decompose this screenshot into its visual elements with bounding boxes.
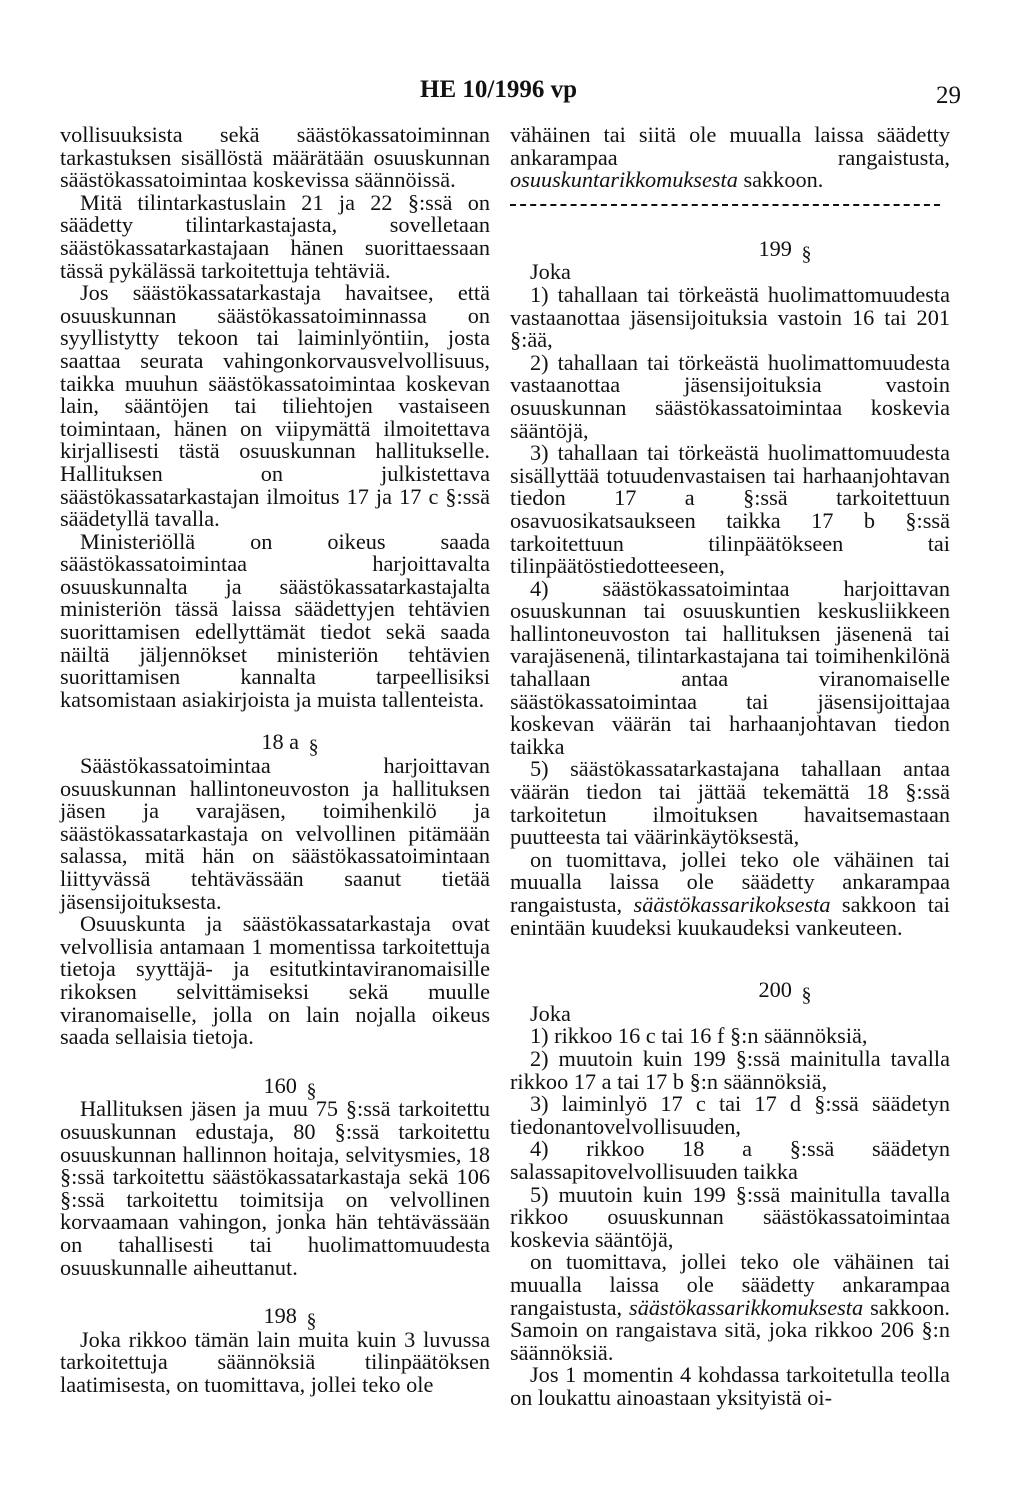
list-item: 2) tahallaan tai törkeästä huolimattomuudesta vastaanottaa jäsensijoituksia vastoin osuuskunnan säästökassatoimintaa koskevia sääntöjä,: [510, 349, 950, 443]
section-number: 199: [758, 235, 792, 261]
section-symbol: §: [306, 1079, 317, 1102]
paragraph: Osuuskunta ja säästökassatarkastaja ovat velvollisia antamaan 1 momentissa tarkoitettuja tietoja syyttäjä- ja esitutkintaviranomaisille rikoksen selvittämiseksi sekä muulle viranomaiselle, jolla on lain nojalla oikeus saada sellaisia tietoja.: [60, 911, 490, 1050]
right-column: [510, 124, 950, 1409]
paragraph: Jos säästökassatarkastaja havaitsee, että osuuskunnan säästökassatoiminnassa on syyllistytty tekoon tai laiminlyöntiin, josta saattaa seurata vahingonkorvausvelvollisuus, taikka muuhun säästökassatoimintaa koskevan lain, sääntöjen tai tiliehtojen vastaiseen toimintaan, hänen on viipymättä ilmoitettava kirjallisesti tästä osuuskunnan hallitukselle. Hallituksen on julkistettava säästökassatarkastajan ilmoitus 17 ja 17 c §:ssä säädetyllä tavalla.: [60, 280, 490, 532]
text-run: sakkoon. Samoin on rangaistava sitä, joka rikkoo 206 §:n säännöksiä.: [510, 1294, 950, 1365]
section-number: 160: [263, 1072, 297, 1098]
paragraph: Hallituksen jäsen ja muu 75 §:ssä tarkoitettu osuuskunnan edustaja, 80 §:ssä tarkoitettu osuuskunnan hallinnon hoitaja, selvitysmies, 18 §:ssä tarkoitettu säästökassatarkastaja sekä 106 §:ssä tarkoitettu toimitsija on velvollinen korvaamaan vahingon, jonka hän tehtävässään on tahallisesti tai huolimattomuudesta osuuskunnalle aiheuttanut.: [60, 1096, 490, 1280]
section-heading: [510, 977, 950, 1007]
paragraph: Joka rikkoo tämän lain muita kuin 3 luvussa tarkoitettuja säännöksiä tilinpäätöksen laatimisesta, on tuomittava, jollei teko ole: [60, 1326, 490, 1397]
text-run: sakkoon tai enintään kuudeksi kuukaudeksi vankeuteen.: [510, 892, 950, 940]
text-run: vähäinen tai siitä ole muualla laissa säädetty ankarampaa rangaistusta,: [510, 122, 950, 170]
list-item: 4) säästökassatoimintaa harjoittavan osuuskunnan tai osuuskuntien keskusliikkeen hallintoneuvoston tai hallituksen jäsenenä tai varajäsenenä, tilintarkastajana tai toimihenkilönä tahallaan antaa viranomaiselle säästökassatoimintaa tai jäsensijoittajaa koskevan väärän tai harhaanjohtavan tiedon taikka: [510, 575, 950, 759]
section-heading: [60, 1303, 490, 1333]
paragraph: Säästökassatoimintaa harjoittavan osuuskunnan hallintoneuvoston ja hallituksen jäsen ja varajäsen, toimihenkilö ja säästökassatarkastaja on velvollinen pitämään salassa, mitä hän on säästökassatoimintaan liittyvässä tehtävässään saanut tietää jäsensijoituksesta.: [60, 753, 490, 914]
paragraph: Ministeriöllä on oikeus saada säästökassatoimintaa harjoittavalta osuuskunnalta ja säästökassatarkastajalta ministeriön tässä laissa säädettyjen tehtävien suorittamisen edellyttämät tiedot sekä saada näiltä jäljennökset ministeriön tehtävien suorittamisen kannalta tarpeellisiksi katsomistaan asiakirjoista ja muista tallenteista.: [60, 528, 490, 712]
list-item: 1) tahallaan tai törkeästä huolimattomuudesta vastaanottaa jäsensijoituksia vastoin 16 tai 201 §:ää,: [510, 281, 950, 353]
list-item: 2) muutoin kuin 199 §:ssä mainitulla tavalla rikkoo 17 a tai 17 b §:n säännöksiä,: [510, 1045, 950, 1094]
paragraph: Joka: [530, 259, 571, 285]
text-run: on tuomittava, jollei teko ole vähäinen tai muualla laissa ole säädetty ankarampaa rangaistusta,: [510, 846, 950, 917]
paragraph: [510, 124, 950, 192]
list-item: 5) säästökassatarkastajana tahallaan antaa väärän tiedon tai jättää tekemättä 18 §:ssä tarkoitetun ilmoituksen havaitsemastaan puutteesta tai väärinkäytöksestä,: [510, 756, 950, 850]
text-run: on tuomittava, jollei teko ole vähäinen tai muualla laissa ole säädetty ankarampaa rangaistusta,: [510, 1249, 950, 1320]
page-number: 29: [936, 82, 961, 109]
section-heading: [510, 235, 950, 265]
text-run: sakkoon.: [737, 167, 824, 193]
section-symbol: §: [308, 736, 319, 759]
italic-term: osuuskuntarikkomuksesta: [510, 167, 738, 193]
section-symbol: §: [801, 242, 812, 265]
list-item: 5) muutoin kuin 199 §:ssä mainitulla tavalla rikkoo osuuskunnan säästökassatoimintaa koskevia sääntöjä,: [510, 1181, 950, 1252]
page-header: [0, 72, 1024, 112]
italic-term: säästökassarikoksesta: [633, 892, 831, 917]
omission-dashes: [510, 204, 940, 206]
italic-term: säästökassarikkomuksesta: [629, 1294, 864, 1320]
section-number: 198: [263, 1303, 297, 1329]
paragraph: vollisuuksista sekä säästökassatoiminnan tarkastuksen sisällöstä määrätään osuuskunnan säästökassatoimintaa koskevissa säännöissä.: [60, 122, 490, 193]
list-item: 3) laiminlyö 17 c tai 17 d §:ssä säädetyn tiedonantovelvollisuuden,: [510, 1091, 950, 1139]
list-item: 3) tahallaan tai törkeästä huolimattomuudesta sisällyttää totuudenvastaisen tai harhaanjohtavan tiedon 17 a §:ssä tarkoitettuun osavuosikatsaukseen taikka 17 b §:ssä tarkoitettuun tilinpäätökseen tai tilinpäätöstiedotteeseen,: [510, 440, 950, 579]
section-symbol: §: [801, 984, 812, 1007]
left-column: [60, 124, 490, 1396]
section-symbol: §: [306, 1310, 317, 1333]
paragraph: [510, 846, 950, 940]
list-item: 1) rikkoo 16 c tai 16 f §:n säännöksiä,: [530, 1023, 868, 1049]
paragraph: Joka: [530, 1000, 571, 1026]
section-number: 18 a: [261, 729, 300, 755]
paragraph: Mitä tilintarkastuslain 21 ja 22 §:ssä on säädetty tilintarkastajasta, sovelletaan säästökassatarkastajaan hänen suorittaessaan tässä pykälässä tarkoitettuja tehtäviä.: [60, 189, 490, 283]
list-item: 4) rikkoo 18 a §:ssä säädetyn salassapitovelvollisuuden taikka: [510, 1136, 950, 1184]
running-head: HE 10/1996 vp: [420, 76, 577, 103]
section-number: 200: [758, 977, 792, 1003]
paragraph: Jos 1 momentin 4 kohdassa tarkoitetulla teolla on loukattu ainoastaan yksityistä oi-: [510, 1362, 950, 1410]
section-heading: [60, 1072, 490, 1102]
paragraph: [510, 1251, 950, 1364]
section-heading: [60, 729, 490, 759]
